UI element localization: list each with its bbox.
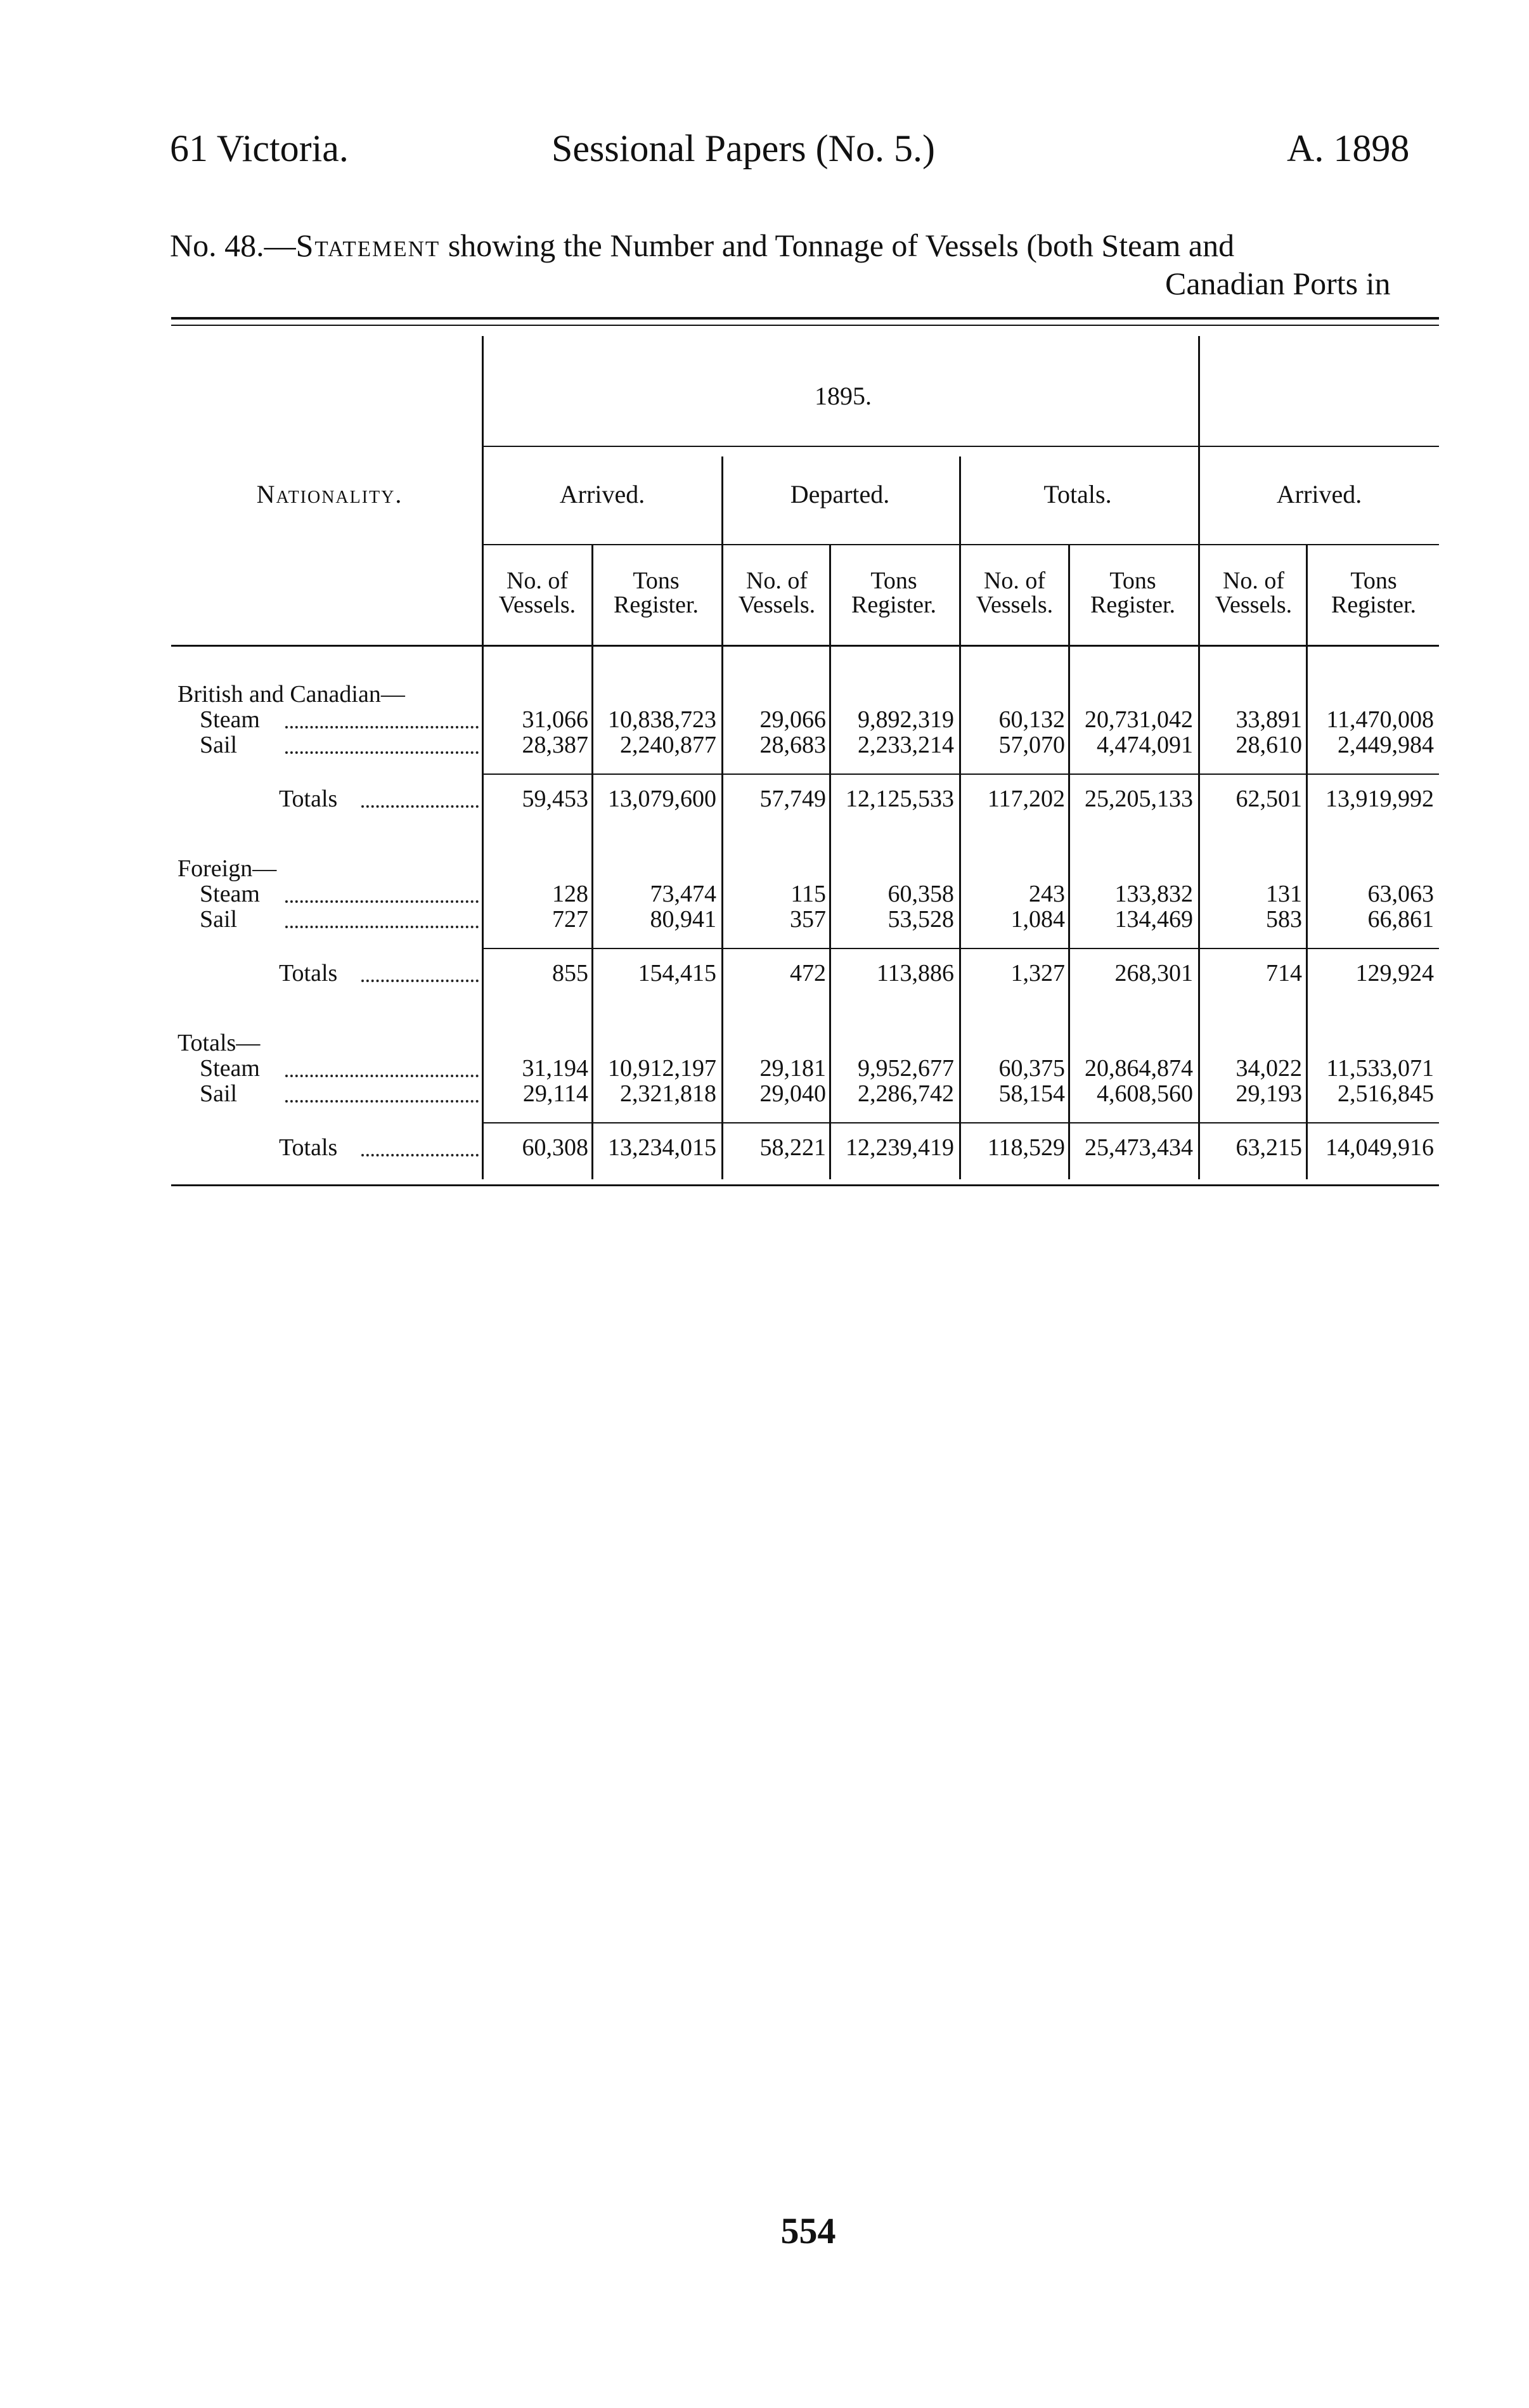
total-cell: 13,234,015 <box>608 1134 716 1161</box>
total-cell: 12,239,419 <box>846 1134 954 1161</box>
total-cell: 25,473,434 <box>1085 1134 1193 1161</box>
table-cell: 2,516,845 <box>1338 1080 1434 1107</box>
total-label: Totals <box>279 786 338 812</box>
group-header-departed: Departed. <box>790 480 890 508</box>
leader-dots <box>285 726 479 728</box>
table-cell: 63,063 <box>1367 881 1434 907</box>
year-header: 1895. <box>815 382 872 410</box>
total-cell: 13,079,600 <box>608 786 716 812</box>
subhdr-vessels-3: No. of Vessels. <box>976 567 1054 618</box>
table-bottom-rule <box>171 1184 1439 1186</box>
table-cell: 34,022 <box>1235 1055 1302 1082</box>
total-rule <box>482 1122 1439 1123</box>
total-cell: 63,215 <box>1235 1134 1302 1161</box>
total-cell: 12,125,533 <box>846 786 954 812</box>
total-cell: 472 <box>790 960 826 987</box>
leader-dots <box>285 926 479 928</box>
table-cell: 2,233,214 <box>858 732 954 758</box>
table-top-rule <box>171 317 1439 320</box>
table-top-rule-2 <box>171 325 1439 326</box>
total-label: Totals <box>279 960 338 987</box>
total-cell: 60,308 <box>522 1134 588 1161</box>
table-cell: 28,610 <box>1235 732 1302 758</box>
table-cell: 20,731,042 <box>1085 706 1193 733</box>
row-label: Steam <box>200 881 260 907</box>
table-caption-line2: Canadian Ports in <box>1165 266 1391 301</box>
table-cell: 243 <box>1029 881 1065 907</box>
total-cell: 25,205,133 <box>1085 786 1193 812</box>
leader-dots <box>361 805 479 808</box>
row-label: Sail <box>200 1080 238 1107</box>
table-cell: 28,683 <box>759 732 826 758</box>
table-caption-line1 <box>170 227 1234 264</box>
table-cell: 73,474 <box>650 881 716 907</box>
table-cell: 2,449,984 <box>1338 732 1434 758</box>
total-cell: 268,301 <box>1114 960 1193 987</box>
total-cell: 14,049,916 <box>1326 1134 1434 1161</box>
caption-line1-rest: showing the Number and Tonnage of Vessels (both Steam and <box>448 228 1235 263</box>
table-cell: 11,533,071 <box>1326 1055 1434 1082</box>
table-cell: 57,070 <box>998 732 1065 758</box>
leader-dots <box>285 1075 479 1077</box>
total-cell: 113,886 <box>876 960 954 987</box>
table-cell: 31,194 <box>522 1055 588 1082</box>
col-divider-0 <box>482 336 484 1179</box>
table-cell: 1,084 <box>1010 906 1065 933</box>
running-head-session: 61 Victoria. <box>170 127 349 169</box>
table-cell: 20,864,874 <box>1085 1055 1193 1082</box>
table-cell: 128 <box>552 881 588 907</box>
subhdr-vessels-1: No. of Vessels. <box>498 567 576 618</box>
table-cell: 31,066 <box>522 706 588 733</box>
table-cell: 134,469 <box>1114 906 1193 933</box>
total-cell: 58,221 <box>759 1134 826 1161</box>
table-cell: 9,892,319 <box>858 706 954 733</box>
total-rule <box>482 774 1439 775</box>
table-cell: 66,861 <box>1367 906 1434 933</box>
group-header-arrived: Arrived. <box>559 480 645 508</box>
row-label: Sail <box>200 732 238 758</box>
table-cell: 357 <box>790 906 826 933</box>
header-bottom-rule <box>171 645 1439 647</box>
table-cell: 28,387 <box>522 732 588 758</box>
caption-statement-word: Statement <box>295 228 441 263</box>
total-cell: 59,453 <box>522 786 588 812</box>
page-number: 554 <box>780 2210 836 2251</box>
table-cell: 11,470,008 <box>1326 706 1434 733</box>
table-cell: 10,912,197 <box>608 1055 716 1082</box>
leader-dots <box>285 1100 479 1103</box>
subhdr-tons-2: Tons Register. <box>851 567 937 618</box>
row-label: Steam <box>200 706 260 733</box>
caption-number: No. 48.— <box>170 228 296 263</box>
nationality-header: Nationality. <box>256 480 403 508</box>
section-title: Totals— <box>177 1030 261 1056</box>
table-cell: 53,528 <box>887 906 954 933</box>
table-cell: 29,040 <box>759 1080 826 1107</box>
table-cell: 29,114 <box>522 1080 588 1107</box>
subhdr-tons-1: Tons Register. <box>613 567 699 618</box>
subhdr-vessels-4: No. of Vessels. <box>1215 567 1293 618</box>
table-cell: 583 <box>1266 906 1302 933</box>
col-divider-6 <box>1198 336 1200 1179</box>
table-cell: 58,154 <box>998 1080 1065 1107</box>
table-cell: 133,832 <box>1114 881 1193 907</box>
total-cell: 154,415 <box>638 960 716 987</box>
group-header-totals: Totals. <box>1043 480 1112 508</box>
total-cell: 1,327 <box>1010 960 1065 987</box>
section-title: Foreign— <box>177 855 277 882</box>
total-rule <box>482 948 1439 949</box>
table-cell: 33,891 <box>1235 706 1302 733</box>
table-cell: 727 <box>552 906 588 933</box>
subhdr-tons-4: Tons Register. <box>1331 567 1417 618</box>
table-cell: 60,375 <box>998 1055 1065 1082</box>
table-cell: 29,066 <box>759 706 826 733</box>
row-label: Sail <box>200 906 238 933</box>
table-cell: 2,286,742 <box>858 1080 954 1107</box>
table-cell: 10,838,723 <box>608 706 716 733</box>
subhdr-tons-3: Tons Register. <box>1090 567 1176 618</box>
section-title: British and Canadian— <box>177 681 405 708</box>
table-cell: 29,193 <box>1235 1080 1302 1107</box>
table-cell: 60,358 <box>887 881 954 907</box>
total-cell: 62,501 <box>1235 786 1302 812</box>
table-cell: 60,132 <box>998 706 1065 733</box>
group-header-arrived-2: Arrived. <box>1276 480 1362 508</box>
table-cell: 131 <box>1266 881 1302 907</box>
col-divider-7 <box>1306 545 1308 1179</box>
subhdr-vessels-2: No. of Vessels. <box>738 567 816 618</box>
total-cell: 118,529 <box>987 1134 1065 1161</box>
year-rule <box>482 446 1439 447</box>
table-cell: 2,321,818 <box>620 1080 716 1107</box>
row-label: Steam <box>200 1055 260 1082</box>
table-cell: 115 <box>790 881 826 907</box>
total-label: Totals <box>279 1134 338 1161</box>
table-cell: 2,240,877 <box>620 732 716 758</box>
leader-dots <box>285 751 479 754</box>
table-cell: 9,952,677 <box>858 1055 954 1082</box>
total-cell: 714 <box>1266 960 1302 987</box>
leader-dots <box>285 900 479 903</box>
total-cell: 855 <box>552 960 588 987</box>
running-head-title: Sessional Papers (No. 5.) <box>552 127 935 169</box>
table-cell: 29,181 <box>759 1055 826 1082</box>
leader-dots <box>361 1154 479 1156</box>
table-cell: 80,941 <box>650 906 716 933</box>
total-cell: 57,749 <box>759 786 826 812</box>
running-head-year: A. 1898 <box>1287 127 1410 169</box>
table-cell: 4,608,560 <box>1097 1080 1193 1107</box>
total-cell: 129,924 <box>1355 960 1434 987</box>
leader-dots <box>361 980 479 982</box>
total-cell: 117,202 <box>987 786 1065 812</box>
table-cell: 4,474,091 <box>1097 732 1193 758</box>
total-cell: 13,919,992 <box>1326 786 1434 812</box>
